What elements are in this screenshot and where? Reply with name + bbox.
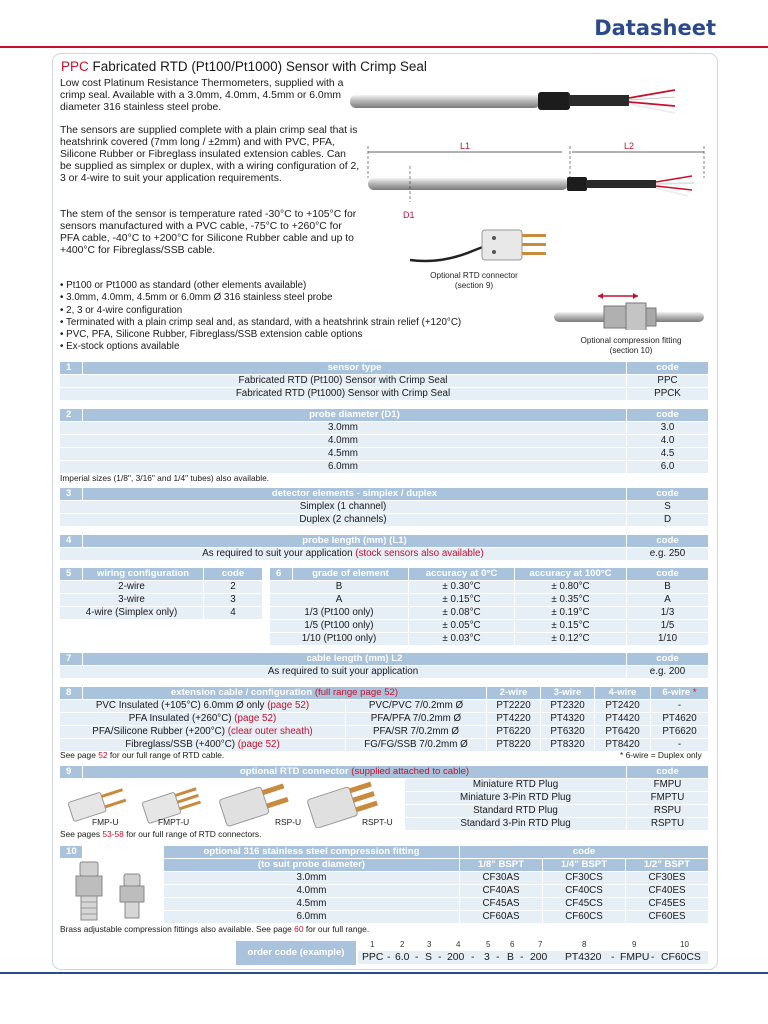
code-heading: code <box>204 568 262 580</box>
section-number: 3 <box>60 488 82 500</box>
section-heading: wiring configuration <box>83 568 203 580</box>
header-divider <box>0 46 768 48</box>
feature-item: • Ex-stock options available <box>60 341 461 353</box>
heading-text: extension cable / configuration <box>170 687 313 698</box>
section-number: 2 <box>60 409 82 421</box>
row-label: 1/5 (Pt100 only) <box>270 620 408 632</box>
footnote-marker: * <box>692 687 697 698</box>
row-code: PT6420 <box>595 726 650 738</box>
row-label: 1/10 (Pt100 only) <box>270 633 408 645</box>
product-name: Fabricated RTD (Pt100/Pt1000) Sensor with Crimp Seal <box>92 59 427 74</box>
code-heading: code <box>627 535 708 547</box>
order-part: 3 <box>484 952 490 963</box>
order-part: PPC <box>362 952 384 963</box>
order-separator: - <box>387 952 391 963</box>
column-heading: 2-wire <box>487 687 540 699</box>
row-code: CF40ES <box>626 885 708 897</box>
intro-paragraph-2: The sensors are supplied complete with a plain crimp seal that is heatshrink covered (7mm long / ±2mm) and with PVC, PFA, Silicone Rubber or Fibreglass insulated extension cables. Can be supplied as simplex or duplex, with a wiring configuration of 2, 3 or 4-wire to suit your application requirements. <box>60 125 360 185</box>
note-text: for our full range. <box>305 924 370 934</box>
section-heading <box>83 687 486 699</box>
row-code: B <box>627 581 708 593</box>
order-separator: - <box>496 952 500 963</box>
dimension-diagram <box>362 138 712 222</box>
row-label: 4-wire (Simplex only) <box>60 607 203 619</box>
order-separator: - <box>471 952 475 963</box>
order-position-number: 8 <box>582 940 587 949</box>
row-code: PT8420 <box>595 739 650 751</box>
order-position-number: 5 <box>486 940 491 949</box>
row-code: FMPU <box>627 779 708 791</box>
row-code: PT8220 <box>487 739 540 751</box>
section-number: 6 <box>270 568 292 580</box>
heading-note: (full range page 52) <box>314 687 399 698</box>
order-position-number: 1 <box>370 940 375 949</box>
column-heading <box>651 687 708 699</box>
fitting-caption <box>560 336 702 356</box>
column-heading: 1/8" BSPT <box>460 859 542 871</box>
row-code: PT4620 <box>651 713 708 725</box>
column-heading: accuracy at 100°C <box>515 568 626 580</box>
code-heading: code <box>627 766 708 778</box>
section-heading: detector elements - simplex / duplex <box>83 488 626 500</box>
intro-paragraph-3: The stem of the sensor is temperature rated -30°C to +105°C for sensors manufactured with a PVC cable, -75°C to +260°C for PFA cable, -40°C to +200°C for Silicone Rubber cable and up to +400°C for Fibreglass/SSB cable. <box>60 209 357 257</box>
order-part: CF60CS <box>661 952 701 963</box>
six-wire-footnote: * 6-wire = Duplex only <box>620 750 702 760</box>
row-value: PFA/SR 7/0.2mm Ø <box>346 726 486 738</box>
connector-caption <box>404 271 544 291</box>
row-code: CF40AS <box>460 885 542 897</box>
row-code: D <box>627 514 708 526</box>
row-value: ± 0.80°C <box>515 581 626 593</box>
row-label: Simplex (1 channel) <box>60 501 626 513</box>
row-value: PFA/PFA 7/0.2mm Ø <box>346 713 486 725</box>
section-heading: cable length (mm) L2 <box>83 653 626 665</box>
row-label: 4.0mm <box>164 885 459 897</box>
row-code: PT4320 <box>541 713 594 725</box>
section-heading <box>83 766 626 778</box>
note-text: See pages <box>60 829 101 839</box>
row-label: Fabricated RTD (Pt1000) Sensor with Crimp Seal <box>60 388 626 400</box>
order-position-number: 4 <box>456 940 461 949</box>
row-value: ± 0.15°C <box>515 620 626 632</box>
section-heading: grade of element <box>293 568 408 580</box>
column-heading: accuracy at 0°C <box>409 568 514 580</box>
row-label-note: (page 52) <box>267 700 310 711</box>
heading-note: (supplied attached to cable) <box>351 766 470 777</box>
column-heading: 3-wire <box>541 687 594 699</box>
section-heading: optional 316 stainless steel compression fitting <box>164 846 459 858</box>
row-label: 4.5mm <box>164 898 459 910</box>
row-value: ± 0.12°C <box>515 633 626 645</box>
section-heading: probe diameter (D1) <box>83 409 626 421</box>
row-code: PPCK <box>627 388 708 400</box>
row-label-text: Fibreglass/SSB (+400°C) <box>125 739 236 750</box>
rtd-connector-illustration <box>400 222 550 268</box>
row-code: FMPTU <box>627 792 708 804</box>
row-label: Standard 3-Pin RTD Plug <box>405 818 626 830</box>
row-code: 4.0 <box>627 435 708 447</box>
note-page-link[interactable]: 60 <box>294 924 304 934</box>
row-code: CF30AS <box>460 872 542 884</box>
row-code: RSPTU <box>627 818 708 830</box>
compression-fitting-illustration <box>552 290 712 330</box>
heading-text: 6-wire <box>662 687 691 698</box>
note-page-link[interactable]: 52 <box>98 750 108 760</box>
feature-item: • PVC, PFA, Silicone Rubber, Fibreglass/SSB extension cable options <box>60 329 461 341</box>
row-code: PT4220 <box>487 713 540 725</box>
code-heading: code <box>627 488 708 500</box>
note-text: See page <box>60 750 96 760</box>
note-text: for our full range of RTD cable. <box>109 750 225 760</box>
row-label: Standard RTD Plug <box>405 805 626 817</box>
row-label-text: PFA Insulated (+260°C) <box>128 713 232 724</box>
order-part: 200 <box>530 952 548 963</box>
row-value: FG/FG/SSB 7/0.2mm Ø <box>346 739 486 751</box>
row-code: CF45AS <box>460 898 542 910</box>
connector-label-fmp: FMP-U <box>92 817 119 827</box>
row-label: Miniature RTD Plug <box>405 779 626 791</box>
order-separator: - <box>415 952 419 963</box>
section-2-note: Imperial sizes (1/8", 3/16" and 1/4" tubes) also available. <box>60 473 270 483</box>
code-heading: code <box>460 846 708 858</box>
row-label-text: PFA/Silicone Rubber (+200°C) <box>92 726 225 737</box>
order-part: 6.0 <box>395 952 410 963</box>
order-position-number: 7 <box>538 940 543 949</box>
sensor-illustration <box>345 78 715 128</box>
heading-text: optional RTD connector <box>239 766 349 777</box>
section-number: 5 <box>60 568 82 580</box>
row-code: CF60AS <box>460 911 542 923</box>
row-label-note: (stock sensors also available) <box>355 548 484 559</box>
row-code: 4 <box>204 607 262 619</box>
order-part: S <box>425 952 432 963</box>
row-label: 4.5mm <box>60 448 626 460</box>
row-label: 4.0mm <box>60 435 626 447</box>
code-heading: code <box>627 362 708 374</box>
row-label <box>60 713 345 725</box>
row-code: e.g. 200 <box>627 666 708 678</box>
row-code: PT8320 <box>541 739 594 751</box>
d1-label: D1 <box>403 210 415 220</box>
row-label: 6.0mm <box>60 461 626 473</box>
feature-item: • Pt100 or Pt1000 as standard (other elements available) <box>60 280 461 292</box>
connector-label-rsp: RSP-U <box>275 817 302 827</box>
order-separator: - <box>438 952 442 963</box>
row-label-text: PVC Insulated (+105°C) 6.0mm Ø only <box>95 700 265 711</box>
order-code-label: order code (example) <box>236 941 356 965</box>
row-value: PVC/PVC 7/0.2mm Ø <box>346 700 486 712</box>
fitting-pictures <box>72 860 162 924</box>
page-header <box>0 0 768 46</box>
row-code: PT2320 <box>541 700 594 712</box>
row-value: ± 0.05°C <box>409 620 514 632</box>
footer-divider <box>0 972 768 974</box>
row-code: 1/10 <box>627 633 708 645</box>
row-label: 3-wire <box>60 594 203 606</box>
row-code: 4.5 <box>627 448 708 460</box>
l1-label: L1 <box>460 141 471 151</box>
row-code: 2 <box>204 581 262 593</box>
row-label: B <box>270 581 408 593</box>
intro-paragraph-1: Low cost Platinum Resistance Thermometers, supplied with a crimp seal. Available with a 3.0mm, 4.0mm, 4.5mm or 6.0mm diameter 316 stainless steel probe. <box>60 78 344 114</box>
row-code: CF60CS <box>543 911 625 923</box>
order-separator: - <box>611 952 615 963</box>
row-label: Miniature 3-Pin RTD Plug <box>405 792 626 804</box>
row-code: CF60ES <box>626 911 708 923</box>
caption-line: (section 10) <box>609 346 653 355</box>
l2-label: L2 <box>624 141 635 151</box>
column-heading: 1/4" BSPT <box>543 859 625 871</box>
row-label <box>60 548 626 560</box>
section-number: 4 <box>60 535 82 547</box>
code-heading: code <box>627 409 708 421</box>
row-label: 6.0mm <box>164 911 459 923</box>
row-label-note: (page 52) <box>237 739 280 750</box>
row-value: ± 0.15°C <box>409 594 514 606</box>
row-code: 6.0 <box>627 461 708 473</box>
connector-label-fmpt: FMPT-U <box>158 817 190 827</box>
row-code: PT6220 <box>487 726 540 738</box>
row-code: 1/5 <box>627 620 708 632</box>
section-heading: sensor type <box>83 362 626 374</box>
row-label: Duplex (2 channels) <box>60 514 626 526</box>
row-label: 2-wire <box>60 581 203 593</box>
row-code: CF45ES <box>626 898 708 910</box>
row-label-text: As required to suit your application <box>202 548 353 559</box>
section-number: 10 <box>60 846 82 858</box>
row-code: S <box>627 501 708 513</box>
section-number: 7 <box>60 653 82 665</box>
row-code: PT2220 <box>487 700 540 712</box>
row-code: 3.0 <box>627 422 708 434</box>
section-number: 8 <box>60 687 82 699</box>
row-code: 3 <box>204 594 262 606</box>
note-text: for our full range of RTD connectors. <box>126 829 262 839</box>
order-position-number: 6 <box>510 940 515 949</box>
row-label: A <box>270 594 408 606</box>
section-subheading: (to suit probe diameter) <box>164 859 459 871</box>
product-title <box>61 59 427 74</box>
row-label: Fabricated RTD (Pt100) Sensor with Crimp Seal <box>60 375 626 387</box>
row-code: PT6620 <box>651 726 708 738</box>
feature-item: • 2, 3 or 4-wire configuration <box>60 305 461 317</box>
order-part: B <box>507 952 514 963</box>
row-code: PT2420 <box>595 700 650 712</box>
code-heading: code <box>627 568 708 580</box>
row-label <box>60 726 345 738</box>
connector-label-rspt: RSPT-U <box>362 817 393 827</box>
row-code: CF45CS <box>543 898 625 910</box>
row-label-note: (clear outer sheath) <box>227 726 313 737</box>
product-prefix: PPC <box>61 59 89 74</box>
note-page-link[interactable]: 53-58 <box>102 829 124 839</box>
feature-item: • 3.0mm, 4.0mm, 4.5mm or 6.0mm Ø 316 stainless steel probe <box>60 292 461 304</box>
row-label: As required to suit your application <box>60 666 626 678</box>
caption-line: Optional compression fitting <box>580 336 682 345</box>
row-value: ± 0.35°C <box>515 594 626 606</box>
row-value: ± 0.19°C <box>515 607 626 619</box>
datasheet-title: Datasheet <box>594 16 716 40</box>
section-8-note <box>60 750 224 760</box>
row-code: 1/3 <box>627 607 708 619</box>
section-heading: probe length (mm) (L1) <box>83 535 626 547</box>
column-heading: 4-wire <box>595 687 650 699</box>
section-10-note <box>60 924 369 934</box>
row-code: CF40CS <box>543 885 625 897</box>
row-label-note: (page 52) <box>234 713 277 724</box>
note-text: Brass adjustable compression fittings also available. See page <box>60 924 292 934</box>
order-separator: - <box>520 952 524 963</box>
order-part: FMPU <box>620 952 650 963</box>
code-heading: code <box>627 653 708 665</box>
order-part: PT4320 <box>565 952 602 963</box>
caption-line: Optional RTD connector <box>430 271 518 280</box>
section-9-note <box>60 829 261 839</box>
row-code: PT6320 <box>541 726 594 738</box>
feature-item: • Terminated with a plain crimp seal and, as standard, with a heatshrink strain relief (+120°C) <box>60 317 461 329</box>
row-code: RSPU <box>627 805 708 817</box>
row-code: CF30CS <box>543 872 625 884</box>
order-position-number: 3 <box>427 940 432 949</box>
row-label <box>60 700 345 712</box>
column-heading: 1/2" BSPT <box>626 859 708 871</box>
row-value: ± 0.08°C <box>409 607 514 619</box>
section-number: 1 <box>60 362 82 374</box>
row-code: - <box>651 739 708 751</box>
row-label: 3.0mm <box>164 872 459 884</box>
row-code: PPC <box>627 375 708 387</box>
order-position-number: 9 <box>632 940 637 949</box>
section-number: 9 <box>60 766 82 778</box>
feature-list <box>60 280 461 354</box>
order-part: 200 <box>447 952 465 963</box>
caption-line: (section 9) <box>454 281 494 290</box>
row-value: ± 0.30°C <box>409 581 514 593</box>
row-code: PT4420 <box>595 713 650 725</box>
row-label: 3.0mm <box>60 422 626 434</box>
row-label: 1/3 (Pt100 only) <box>270 607 408 619</box>
row-code: - <box>651 700 708 712</box>
order-position-number: 2 <box>400 940 405 949</box>
row-value: ± 0.03°C <box>409 633 514 645</box>
row-code: CF30ES <box>626 872 708 884</box>
row-code: e.g. 250 <box>627 548 708 560</box>
order-separator: - <box>651 952 655 963</box>
order-position-number: 10 <box>680 940 689 949</box>
row-code: A <box>627 594 708 606</box>
